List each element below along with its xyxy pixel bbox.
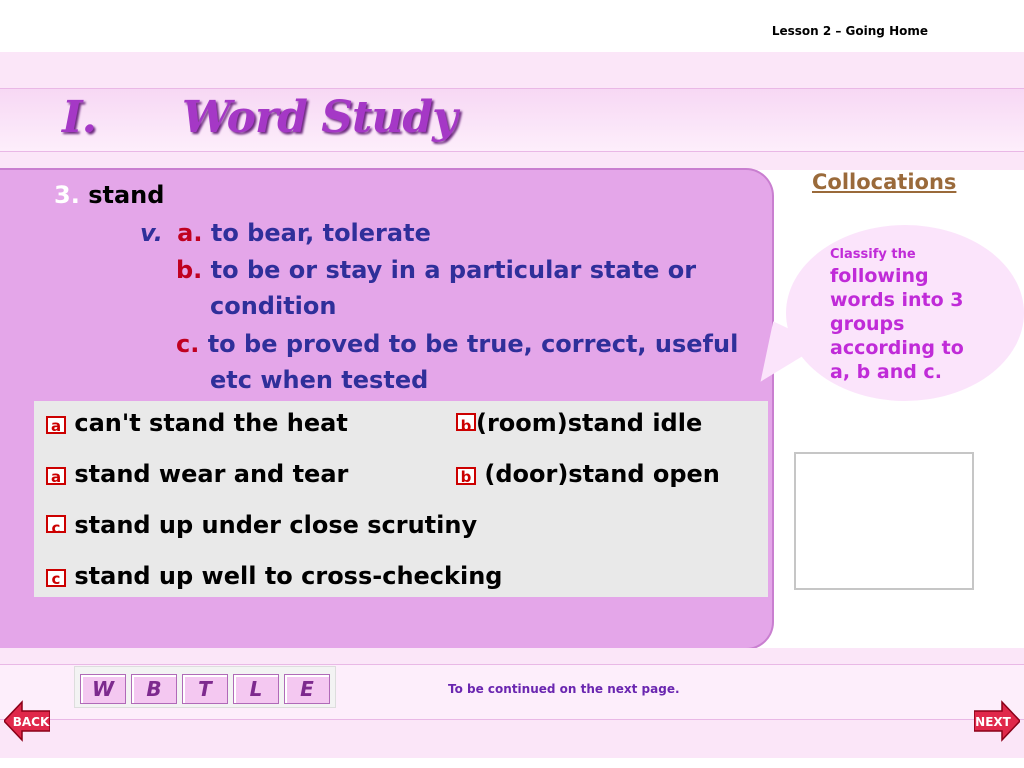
exercise-item: [456, 460, 720, 488]
nav-button-b[interactable]: B: [131, 674, 177, 704]
sense-a-letter: a.: [177, 219, 203, 247]
collocations-link[interactable]: Collocations: [812, 170, 957, 194]
exercise-text: stand up well to cross-checking: [74, 562, 503, 590]
exercise-item: [46, 409, 348, 437]
exercise-text: (door)stand open: [476, 460, 720, 488]
sense-c: [176, 330, 738, 358]
page-title: [62, 92, 457, 143]
nav-button-w[interactable]: W: [80, 674, 126, 704]
title-text: Word Study: [181, 92, 457, 143]
part-of-speech: v.: [140, 219, 163, 247]
title-gap: [96, 92, 182, 143]
exercise-item: [456, 409, 702, 437]
answer-box[interactable]: b: [456, 413, 476, 431]
next-label: NEXT: [975, 715, 1011, 729]
answer-box[interactable]: a: [46, 416, 66, 434]
sense-b: [176, 256, 696, 284]
exercise-text: can't stand the heat: [74, 409, 348, 437]
instruction-text: following words into 3 groups according to a, b and c.: [830, 265, 964, 383]
instruction-small: Classify the: [830, 247, 916, 262]
sense-b-letter: b.: [176, 256, 203, 284]
back-button[interactable]: [4, 700, 50, 742]
exercise-text: stand wear and tear: [74, 460, 349, 488]
continued-note: To be continued on the next page.: [448, 682, 680, 696]
exercise-text: (room)stand idle: [476, 409, 703, 437]
entry-word: stand: [88, 181, 165, 209]
nav-button-e[interactable]: E: [284, 674, 330, 704]
answer-box[interactable]: a: [46, 467, 66, 485]
entry-number: 3.: [54, 181, 80, 209]
answer-box[interactable]: b: [456, 467, 476, 485]
sense-b-text: to be or stay in a particular state or: [210, 256, 697, 284]
sense-c-letter: c.: [176, 330, 200, 358]
sense-c-continued: etc when tested: [210, 366, 429, 394]
entry-heading: [54, 181, 164, 209]
answer-box[interactable]: c: [46, 515, 66, 533]
exercise-item: [46, 511, 477, 539]
exercise-text: stand up under close scrutiny: [74, 511, 478, 539]
title-numeral: I.: [62, 92, 96, 143]
answer-box[interactable]: c: [46, 569, 66, 587]
back-label: BACK: [12, 715, 50, 729]
lesson-header: Lesson 2 – Going Home: [771, 24, 928, 38]
sense-a-text: to bear, tolerate: [210, 219, 431, 247]
sense-c-text: to be proved to be true, correct, useful: [207, 330, 739, 358]
exercise-item: [46, 460, 348, 488]
answer-panel: [794, 452, 974, 590]
exercise-item: [46, 562, 502, 590]
nav-button-t[interactable]: T: [182, 674, 228, 704]
nav-button-l[interactable]: L: [233, 674, 279, 704]
sense-a: [140, 219, 431, 247]
sense-b-continued: condition: [210, 292, 337, 320]
next-button[interactable]: [974, 700, 1020, 742]
